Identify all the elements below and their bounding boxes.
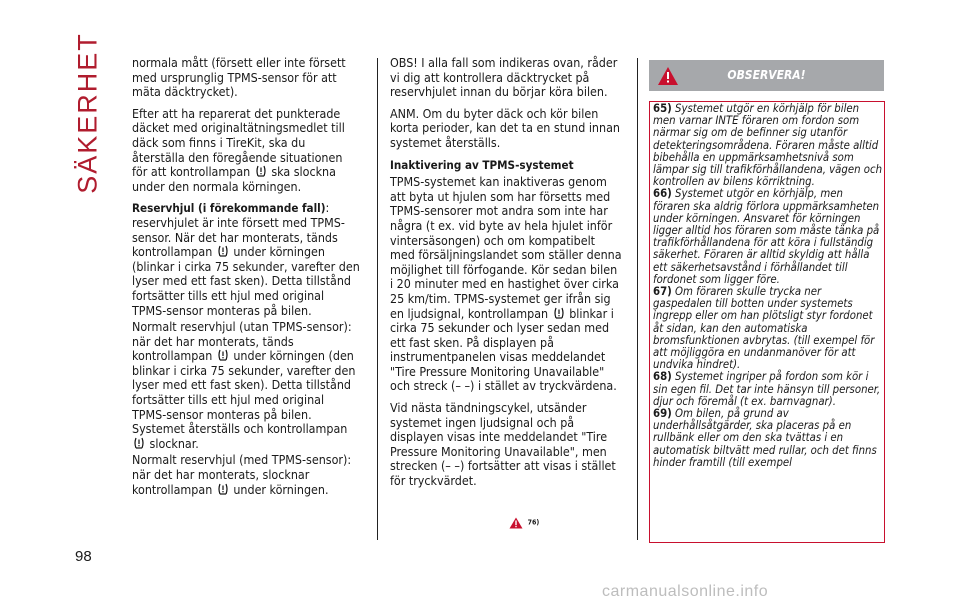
- warning-triangle-icon: [509, 517, 523, 529]
- paragraph: Normalt reservhjul (utan TPMS-sensor): när det har monterats, tänds kontrollampan under körningen (den blinkar i cirka 75 sekunder, varefter den lyser med ett fast sken). Detta tillstånd fortsätter tills ett hjul med original TPMS-sensor monteras på bilen. Systemet återställs och kontrollampan slocknar.: [132, 319, 356, 451]
- tire-pressure-warning-icon: [218, 483, 228, 495]
- warning-header: [649, 60, 884, 91]
- warning-item: 66) Systemet utgör en körhjälp, men föraren ska aldrig förlora uppmärksamheten under körningen. Ansvaret för körningen ligger alltid hos föraren som måste tänka på trafikförhållandena för att köra i fullständig säkerhet. Föraren är alltid skyldig att hålla ett säkerhetsavstånd i förhållandet till fordonet som ligger före.: [653, 187, 880, 286]
- page-number: 98: [75, 548, 92, 565]
- section-title: SÄKERHET: [72, 32, 103, 194]
- paragraph: OBS! I alla fall som indikeras ovan, råder vi dig att kontrollera däcktrycket på reservhjulet innan du börjar köra bilen.: [390, 55, 618, 100]
- tire-pressure-warning-icon: [218, 245, 228, 257]
- warning-item: 68) Systemet ingriper på fordon som kör i sin egen fil. Det tar inte hänsyn till personer, djur och föremål (t ex. barnvagnar).: [653, 370, 881, 408]
- tire-pressure-warning-icon: [554, 307, 564, 319]
- paragraph: Efter att ha reparerat det punkterade däcket med originaltätningsmedlet till däck som finns i TireKit, ska du återställa den föregående situationen för att kontrollampan ska slockna under den normala körningen.: [132, 105, 345, 194]
- subheading: Inaktivering av TPMS-systemet: [390, 157, 574, 172]
- paragraph: Reservhjul (i förekommande fall): reservhjulet är inte försett med TPMS-sensor. När det har monterats, tänds kontrollampan under körningen (blinkar i cirka 75 sekunder, varefter den lyser med ett fast sken). Detta tillstånd fortsätter tills ett hjul med original TPMS-sensor monteras på bilen.: [132, 200, 360, 318]
- tire-pressure-warning-icon: [218, 349, 228, 361]
- column-divider: [637, 58, 638, 540]
- paragraph: Vid nästa tändningscykel, utsänder systemet ingen ljudsignal och på displayen visas inte meddelandet "Tire Pressure Monitoring Unavailable", men strecken (– –) fortsätter att visas i stället för tryckvärdet.: [390, 400, 616, 489]
- warning-item: 69) Om bilen, på grund av underhållsåtgärder, ska placeras på en rullbänk eller om den ska tvättas i en automatisk biltvätt med rullar, och det finns hinder framtill (till exempel: [653, 407, 877, 469]
- warning-reference: 76): [509, 512, 539, 531]
- warning-list: [653, 103, 883, 469]
- warning-item: 67) Om föraren skulle trycka ner gaspedalen till botten under systemets ingrepp eller om han plötsligt styr fordonet åt sidan, kan den automatiska bromsfunktionen avbrytas. (till exempel för att möjliggöra en undanmanöver för att undvika hindret).: [653, 285, 875, 372]
- paragraph: Normalt reservhjul (med TPMS-sensor): när det har monterats, slocknar kontrollampan under körningen.: [132, 452, 352, 497]
- tire-pressure-warning-icon: [134, 437, 144, 449]
- paragraph: ANM. Om du byter däck och kör bilen korta perioder, kan det ta en stund innan systemet återställs.: [390, 105, 620, 150]
- warning-item: 65) Systemet utgör en körhjälp för bilen men varnar INTE föraren om fordon som närmar sig om de befinner sig utanför detekteringsområdena. Föraren måste alltid bibehålla en uppmärksamhetsnivå som lämpar sig till trafikförhållandena, vägen och kontrollen av bilens körriktning.: [653, 102, 883, 189]
- paragraph: normala mått (försett eller inte försett med ursprunglig TPMS-sensor för att mäta däcktrycket).: [132, 55, 346, 100]
- tire-pressure-warning-icon: [256, 165, 266, 177]
- column-1: [132, 56, 360, 504]
- warning-title: OBSERVERA!: [727, 68, 806, 82]
- column-2: [390, 56, 622, 496]
- column-divider: [377, 58, 378, 540]
- watermark: carmanualsonline.info: [602, 583, 769, 600]
- paragraph: TPMS-systemet kan inaktiveras genom att byta ut hjulen som har försetts med TPMS-sensorer mot andra som inte har några (t ex. vid byte av hela hjulet inför vintersäsongen) och om kompatibelt med försäljningslandet som ställer denna möjlighet till förfogande. Kör sedan bilen i 20 minuter med en hastighet över cirka 25 km/tim. TPMS-systemet ger ifrån sig en ljudsignal, kontrollampan blinkar i cirka 75 sekunder och lyser sedan med ett fast sken. På displayen på instrumentpanelen visas meddelandet "Tire Pressure Monitoring Unavailable" och streck (– –) i stället av tryckvärdena.: [390, 174, 622, 394]
- subheading: Reservhjul (i förekommande fall): [132, 201, 326, 216]
